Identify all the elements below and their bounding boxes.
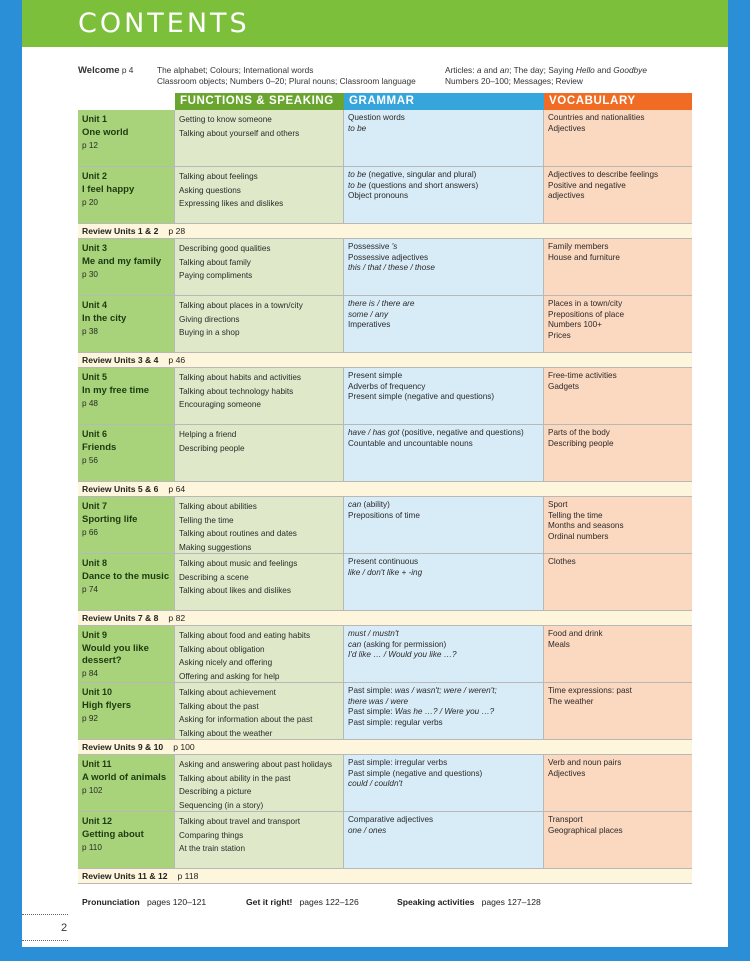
vocabulary-item: Food and drink bbox=[548, 629, 603, 638]
grammar-item: Imperatives bbox=[348, 320, 391, 330]
welcome-grammar bbox=[445, 65, 647, 87]
function-item: Giving directions bbox=[179, 314, 240, 324]
function-item: Talking about obligation bbox=[179, 644, 265, 654]
function-item: Buying in a shop bbox=[179, 328, 240, 338]
function-item: Encouraging someone bbox=[179, 400, 261, 410]
grammar-item: Prepositions of time bbox=[348, 510, 420, 520]
unit-cell bbox=[78, 239, 175, 295]
vocabulary-item: Sport bbox=[548, 500, 568, 509]
grammar-cell bbox=[344, 368, 544, 424]
unit-title: I feel happy bbox=[82, 183, 135, 195]
header-grammar: GRAMMAR bbox=[344, 93, 544, 110]
function-item: Talking about places in a town/city bbox=[179, 301, 303, 310]
vocabulary-item: Positive and negative bbox=[548, 180, 626, 190]
title-banner bbox=[22, 0, 728, 47]
grammar-item: this / that / these / those bbox=[348, 263, 435, 273]
unit-row bbox=[78, 368, 692, 425]
function-item: Paying compliments bbox=[179, 271, 253, 281]
unit-page: p 66 bbox=[82, 527, 98, 537]
review-page: p 28 bbox=[168, 226, 186, 236]
vocabulary-cell bbox=[544, 239, 692, 295]
vocabulary-item: Transport bbox=[548, 815, 583, 824]
grammar-item: could / couldn't bbox=[348, 779, 403, 789]
functions-cell bbox=[175, 425, 344, 481]
unit-row bbox=[78, 239, 692, 296]
vocabulary-item: Ordinal numbers bbox=[548, 531, 609, 541]
vocabulary-item: Prepositions of place bbox=[548, 309, 625, 319]
welcome-functions bbox=[157, 65, 416, 87]
function-item: Describing a scene bbox=[179, 572, 249, 582]
review-page: p 46 bbox=[168, 355, 186, 365]
pronunciation-label: Pronunciation bbox=[82, 897, 140, 907]
function-item: Talking about likes and dislikes bbox=[179, 586, 291, 596]
review-label: Review Units 9 & 10 bbox=[82, 742, 164, 752]
grammar-item: Past simple: regular verbs bbox=[348, 717, 443, 727]
footer-rule-bottom bbox=[22, 940, 68, 941]
page-title: CONTENTS bbox=[78, 8, 250, 39]
review-label: Review Units 1 & 2 bbox=[82, 226, 159, 236]
functions-cell bbox=[175, 167, 344, 223]
grammar-item: Present simple (negative and questions) bbox=[348, 392, 495, 402]
review-page: p 100 bbox=[173, 742, 195, 752]
unit-cell bbox=[78, 755, 175, 811]
review-row bbox=[78, 869, 692, 884]
unit-page: p 84 bbox=[82, 668, 98, 678]
vocabulary-item: The weather bbox=[548, 696, 594, 706]
vocabulary-cell bbox=[544, 110, 692, 166]
review-row bbox=[78, 611, 692, 626]
grammar-cell bbox=[344, 755, 544, 811]
unit-code: Unit 5 bbox=[82, 372, 108, 382]
function-item: Talking about food and eating habits bbox=[179, 631, 311, 640]
review-row bbox=[78, 353, 692, 368]
unit-row bbox=[78, 497, 692, 554]
welcome-line-1: The alphabet; Colours; International words bbox=[157, 65, 314, 75]
vocabulary-item: Adjectives bbox=[548, 768, 586, 778]
functions-cell bbox=[175, 239, 344, 295]
vocabulary-item: Describing people bbox=[548, 438, 614, 448]
unit-title: Me and my family bbox=[82, 255, 162, 267]
table-body bbox=[78, 110, 692, 884]
unit-code: Unit 2 bbox=[82, 171, 108, 181]
unit-row bbox=[78, 755, 692, 812]
grammar-item: Present simple bbox=[348, 371, 403, 380]
review-page: p 64 bbox=[168, 484, 186, 494]
functions-cell bbox=[175, 497, 344, 553]
grammar-cell bbox=[344, 110, 544, 166]
footer-rule bbox=[22, 914, 68, 915]
review-label: Review Units 5 & 6 bbox=[82, 484, 159, 494]
vocabulary-item: Telling the time bbox=[548, 510, 603, 520]
vocabulary-item: Prices bbox=[548, 330, 571, 340]
unit-cell bbox=[78, 554, 175, 610]
unit-page: p 30 bbox=[82, 269, 98, 279]
grammar-item: Countable and uncountable nouns bbox=[348, 438, 473, 448]
vocabulary-item: House and furniture bbox=[548, 252, 620, 262]
page-number: 2 bbox=[61, 922, 68, 934]
unit-cell bbox=[78, 812, 175, 868]
vocabulary-item: Places in a town/city bbox=[548, 299, 623, 308]
function-item: Sequencing (in a story) bbox=[179, 800, 264, 810]
grammar-cell bbox=[344, 425, 544, 481]
review-page: p 82 bbox=[168, 613, 186, 623]
welcome-label bbox=[78, 65, 133, 76]
function-item: Asking for information about the past bbox=[179, 715, 313, 725]
function-item: Talking about feelings bbox=[179, 172, 258, 181]
vocabulary-item: Adjectives to describe feelings bbox=[548, 170, 659, 179]
vocabulary-item: Months and seasons bbox=[548, 521, 624, 531]
unit-row bbox=[78, 110, 692, 167]
header-functions: FUNCTIONS & SPEAKING bbox=[175, 93, 344, 110]
grammar-item: must / mustn't bbox=[348, 629, 399, 638]
grammar-item: I'd like … / Would you like …? bbox=[348, 650, 457, 660]
footer-speaking bbox=[397, 897, 541, 907]
functions-cell bbox=[175, 626, 344, 682]
vocabulary-cell bbox=[544, 812, 692, 868]
welcome-line-2: Classroom objects; Numbers 0–20; Plural nouns; Classroom language bbox=[157, 76, 416, 86]
vocabulary-cell bbox=[544, 497, 692, 553]
function-item: Telling the time bbox=[179, 515, 234, 525]
unit-title: In the city bbox=[82, 312, 127, 324]
unit-row bbox=[78, 425, 692, 482]
unit-cell bbox=[78, 296, 175, 352]
function-item: Talking about the past bbox=[179, 701, 259, 711]
functions-cell bbox=[175, 110, 344, 166]
grammar-cell bbox=[344, 554, 544, 610]
unit-title: Dance to the music bbox=[82, 570, 170, 582]
unit-row bbox=[78, 554, 692, 611]
grammar-item: there is / there are bbox=[348, 299, 415, 308]
functions-cell bbox=[175, 812, 344, 868]
unit-cell bbox=[78, 110, 175, 166]
unit-cell bbox=[78, 368, 175, 424]
grammar-item: have / has got (positive, negative and questions) bbox=[348, 428, 524, 437]
function-item: Asking questions bbox=[179, 185, 241, 195]
unit-row bbox=[78, 812, 692, 869]
function-item: Talking about routines and dates bbox=[179, 529, 297, 539]
grammar-item: there was / were bbox=[348, 696, 409, 706]
grammar-item: one / ones bbox=[348, 825, 387, 835]
function-item: Talking about the weather bbox=[179, 728, 273, 738]
function-item: Getting to know someone bbox=[179, 115, 272, 124]
unit-code: Unit 1 bbox=[82, 114, 108, 124]
functions-cell bbox=[175, 683, 344, 739]
grammar-cell bbox=[344, 812, 544, 868]
grammar-item: can (asking for permission) bbox=[348, 639, 447, 649]
review-label: Review Units 11 & 12 bbox=[82, 871, 168, 881]
grammar-item: Present continuous bbox=[348, 557, 419, 566]
function-item: Describing good qualities bbox=[179, 244, 271, 253]
function-item: Asking and answering about past holidays bbox=[179, 760, 332, 769]
unit-code: Unit 3 bbox=[82, 243, 108, 253]
review-row bbox=[78, 740, 692, 755]
unit-row bbox=[78, 626, 692, 683]
unit-code: Unit 8 bbox=[82, 558, 108, 568]
unit-page: p 102 bbox=[82, 785, 103, 795]
unit-code: Unit 12 bbox=[82, 816, 113, 826]
vocabulary-item: Verb and noun pairs bbox=[548, 758, 622, 767]
unit-page: p 56 bbox=[82, 455, 98, 465]
unit-code: Unit 7 bbox=[82, 501, 108, 511]
function-item: Talking about yourself and others bbox=[179, 128, 300, 138]
function-item: Talking about travel and transport bbox=[179, 817, 301, 826]
vocabulary-item: Gadgets bbox=[548, 381, 579, 391]
unit-code: Unit 4 bbox=[82, 300, 108, 310]
get-it-right-pages: pages 122–126 bbox=[299, 897, 359, 907]
vocabulary-cell bbox=[544, 368, 692, 424]
grammar-cell bbox=[344, 497, 544, 553]
function-item: Talking about technology habits bbox=[179, 386, 294, 396]
vocabulary-cell bbox=[544, 554, 692, 610]
vocabulary-item: Free-time activities bbox=[548, 371, 617, 380]
unit-code: Unit 10 bbox=[82, 687, 113, 697]
unit-title: Friends bbox=[82, 441, 117, 453]
unit-title: Sporting life bbox=[82, 513, 138, 525]
review-label: Review Units 7 & 8 bbox=[82, 613, 159, 623]
function-item: Offering and asking for help bbox=[179, 671, 280, 681]
grammar-item: to be (negative, singular and plural) bbox=[348, 170, 477, 179]
grammar-item: like / don't like + -ing bbox=[348, 567, 423, 577]
grammar-cell bbox=[344, 683, 544, 739]
grammar-item: Past simple: was / wasn't; were / weren't; bbox=[348, 686, 497, 695]
vocabulary-cell bbox=[544, 425, 692, 481]
grammar-item: Question words bbox=[348, 113, 405, 122]
welcome-line-4: Numbers 20–100; Messages; Review bbox=[445, 76, 583, 86]
unit-cell bbox=[78, 683, 175, 739]
grammar-item: to be (questions and short answers) bbox=[348, 180, 479, 190]
grammar-item: Past simple: irregular verbs bbox=[348, 758, 448, 767]
review-row bbox=[78, 224, 692, 239]
vocabulary-item: Numbers 100+ bbox=[548, 320, 602, 330]
review-row bbox=[78, 482, 692, 497]
speaking-pages: pages 127–128 bbox=[481, 897, 541, 907]
unit-page: p 38 bbox=[82, 326, 98, 336]
vocabulary-item: Meals bbox=[548, 639, 570, 649]
unit-title: In my free time bbox=[82, 384, 150, 396]
contents-page bbox=[22, 0, 728, 947]
vocabulary-cell bbox=[544, 167, 692, 223]
grammar-item: can (ability) bbox=[348, 500, 390, 509]
table-header bbox=[78, 93, 692, 110]
unit-cell bbox=[78, 626, 175, 682]
vocabulary-cell bbox=[544, 626, 692, 682]
function-item: Talking about ability in the past bbox=[179, 773, 291, 783]
unit-title: Would you like dessert? bbox=[82, 642, 149, 666]
functions-cell bbox=[175, 755, 344, 811]
vocabulary-item: Geographical places bbox=[548, 825, 623, 835]
get-it-right-label: Get it right! bbox=[246, 897, 293, 907]
function-item: At the train station bbox=[179, 844, 245, 854]
unit-page: p 12 bbox=[82, 140, 98, 150]
unit-title: A world of animals bbox=[82, 771, 167, 783]
function-item: Asking nicely and offering bbox=[179, 658, 273, 668]
function-item: Helping a friend bbox=[179, 430, 237, 439]
function-item: Describing people bbox=[179, 443, 245, 453]
grammar-item: Possessive 's bbox=[348, 242, 398, 251]
vocabulary-item: Countries and nationalities bbox=[548, 113, 645, 122]
footer-get-it-right bbox=[246, 897, 359, 907]
review-page: p 118 bbox=[177, 871, 199, 881]
footer-pronunciation bbox=[82, 897, 206, 907]
function-item: Talking about achievement bbox=[179, 688, 276, 697]
grammar-item: Object pronouns bbox=[348, 191, 409, 201]
unit-code: Unit 6 bbox=[82, 429, 108, 439]
unit-row bbox=[78, 296, 692, 353]
header-vocabulary: VOCABULARY bbox=[544, 93, 692, 110]
vocabulary-item: Family members bbox=[548, 242, 609, 251]
function-item: Expressing likes and dislikes bbox=[179, 199, 284, 209]
vocabulary-item: Clothes bbox=[548, 557, 576, 566]
grammar-cell bbox=[344, 296, 544, 352]
unit-page: p 20 bbox=[82, 197, 98, 207]
grammar-cell bbox=[344, 626, 544, 682]
unit-row bbox=[78, 683, 692, 740]
function-item: Making suggestions bbox=[179, 542, 252, 552]
function-item: Talking about habits and activities bbox=[179, 373, 301, 382]
grammar-cell bbox=[344, 239, 544, 295]
grammar-item: Past simple: Was he …? / Were you …? bbox=[348, 707, 495, 717]
grammar-item: Past simple (negative and questions) bbox=[348, 768, 483, 778]
grammar-item: Possessive adjectives bbox=[348, 252, 429, 262]
unit-page: p 110 bbox=[82, 842, 102, 852]
unit-cell bbox=[78, 167, 175, 223]
unit-title: One world bbox=[82, 126, 129, 138]
unit-code: Unit 11 bbox=[82, 759, 112, 769]
pronunciation-pages: pages 120–121 bbox=[146, 897, 207, 907]
unit-title: High flyers bbox=[82, 699, 132, 711]
vocabulary-item: Time expressions: past bbox=[548, 686, 632, 695]
vocabulary-cell bbox=[544, 296, 692, 352]
grammar-item: Adverbs of frequency bbox=[348, 381, 426, 391]
unit-page: p 92 bbox=[82, 713, 98, 723]
review-label: Review Units 3 & 4 bbox=[82, 355, 159, 365]
speaking-label: Speaking activities bbox=[397, 897, 475, 907]
functions-cell bbox=[175, 368, 344, 424]
functions-cell bbox=[175, 554, 344, 610]
functions-cell bbox=[175, 296, 344, 352]
welcome-title: Welcome bbox=[78, 65, 120, 76]
welcome-line-3: Articles: a and an; The day; Saying Hello and Goodbye bbox=[445, 65, 647, 75]
function-item: Talking about music and feelings bbox=[179, 559, 298, 568]
function-item: Talking about abilities bbox=[179, 502, 257, 511]
unit-cell bbox=[78, 497, 175, 553]
contents-table bbox=[78, 93, 692, 884]
function-item: Describing a picture bbox=[179, 787, 252, 797]
unit-page: p 48 bbox=[82, 398, 98, 408]
unit-page: p 74 bbox=[82, 584, 98, 594]
unit-code: Unit 9 bbox=[82, 630, 108, 640]
vocabulary-cell bbox=[544, 755, 692, 811]
grammar-item: Comparative adjectives bbox=[348, 815, 434, 824]
unit-row bbox=[78, 167, 692, 224]
unit-title: Getting about bbox=[82, 828, 144, 840]
grammar-cell bbox=[344, 167, 544, 223]
grammar-item: some / any bbox=[348, 309, 389, 319]
function-item: Comparing things bbox=[179, 830, 244, 840]
function-item: Talking about family bbox=[179, 257, 251, 267]
vocabulary-cell bbox=[544, 683, 692, 739]
grammar-item: to be bbox=[348, 123, 367, 133]
welcome-page: p 4 bbox=[121, 65, 134, 75]
vocabulary-item: Parts of the body bbox=[548, 428, 610, 437]
vocabulary-item: adjectives bbox=[548, 191, 585, 201]
vocabulary-item: Adjectives bbox=[548, 123, 586, 133]
unit-cell bbox=[78, 425, 175, 481]
